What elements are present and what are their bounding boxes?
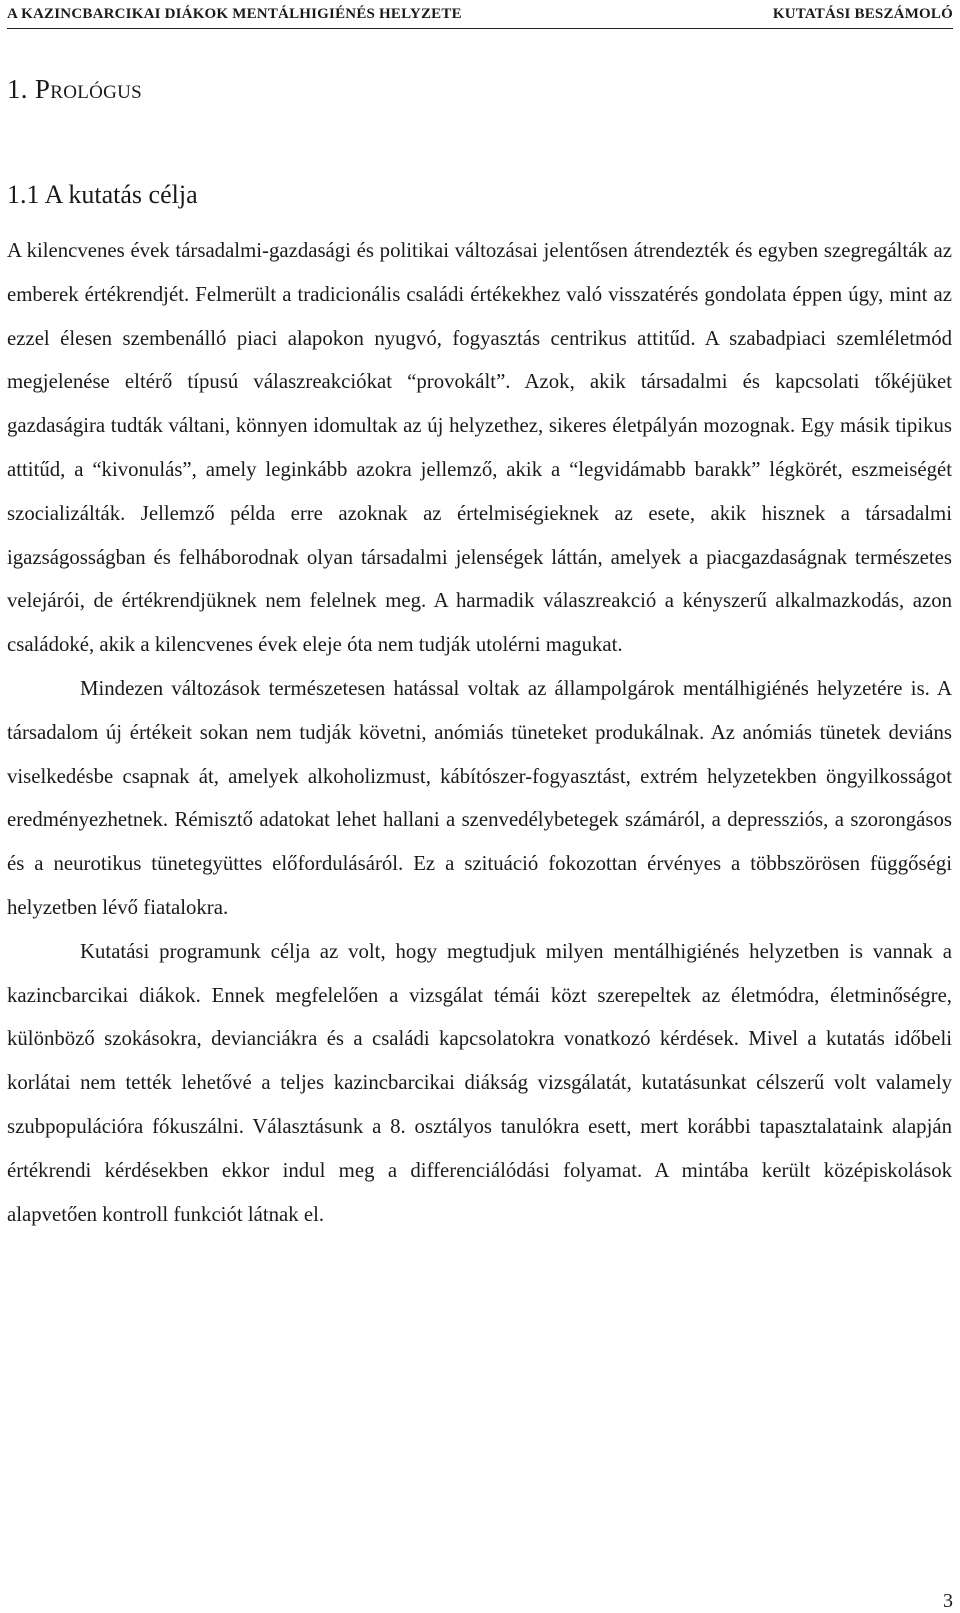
running-header-title: A KAZINCBARCIKAI DIÁKOK MENTÁLHIGIÉNÉS HELYZETE xyxy=(7,6,462,22)
paragraph-2: Mindezen változások természetesen hatással voltak az állampolgárok mentálhigiénés helyzetére is. A társadalom új értékeit sokan nem tudják követni, anómiás tüneteket produkálnak. Az anómiás tünetek deviáns viselkedésbe csapnak át, amelyek alkoholizmust, kábítószer-fogyasztást, extrém helyzetekben öngyilkosságot eredményezhetnek. Rémisztő adatokat lehet hallani a szenvedélybetegek számáról, a depressziós, a szorongásos és a neurotikus tünetegyüttes előfordulásáról. Ez a szituáció fokozottan érvényes a többszörösen függőségi helyzetben lévő fiatalokra. xyxy=(7,676,952,919)
running-header-report-label: KUTATÁSI BESZÁMOLÓ xyxy=(772,6,953,22)
paragraph-3: Kutatási programunk célja az volt, hogy megtudjuk milyen mentálhigiénés helyzetben is vannak a kazincbarcikai diákok. Ennek megfelelően a vizsgálat témái közt szerepeltek az életmódra, életminőségre, különböző szokásokra, devianciákra és a családi kapcsolatokra vonatkozó kérdések. Mivel a kutatás időbeli korlátai nem tették lehetővé a teljes kazincbarcikai diákság vizsgálatát, kutatásunkat célszerű volt valamely szubpopulációra fókuszálni. Választásunk a 8. osztályos tanulókra esett, mert korábbi tapasztalataink alapján értékrendi kérdésekben ekkor indul meg a differenciálódási folyamat. A mintába került középiskolások alapvetően kontroll funkciót látnak el. xyxy=(7,939,952,1226)
running-header xyxy=(7,4,953,29)
section-title: 1.1 A kutatás célja xyxy=(7,180,198,209)
body-text xyxy=(7,229,952,1236)
page-number: 3 xyxy=(943,1590,953,1612)
paragraph-1: A kilencvenes évek társadalmi-gazdasági és politikai változásai jelentősen átrendezték és egyben szegregálták az emberek értékrendjét. Felmerült a tradicionális családi értékekhez való visszatérés gondolata éppen úgy, mint az ezzel élesen szembenálló piaci alapokon nyugvó, fogyasztás centrikus attitűd. A szabadpiaci szemléletmód megjelenése eltérő típusú válaszreakciókat “provokált”. Azok, akik társadalmi és kapcsolati tőkéjüket gazdaságira tudták váltani, könnyen idomultak az új helyzethez, sikeres életpályán mozognak. Egy másik tipikus attitűd, a “kivonulás”, amely leginkább azokra jellemző, akik a “legvidámabb barakk” légkörét, eszmeiségét szocializálták. Jellemző példa erre azoknak az értelmiségieknek az esete, akik hisznek a társadalmi igazságosságban és felháborodnak olyan társadalmi jelenségek láttán, amelyek a piacgazdaságnak természetes velejárói, de értékrendjüknek nem felelnek meg. A harmadik válaszreakció a kényszerű alkalmazkodás, azon családoké, akik a kilencvenes évek eleje óta nem tudják utolérni magukat. xyxy=(7,239,952,657)
chapter-title: 1. Prológus xyxy=(7,74,143,104)
